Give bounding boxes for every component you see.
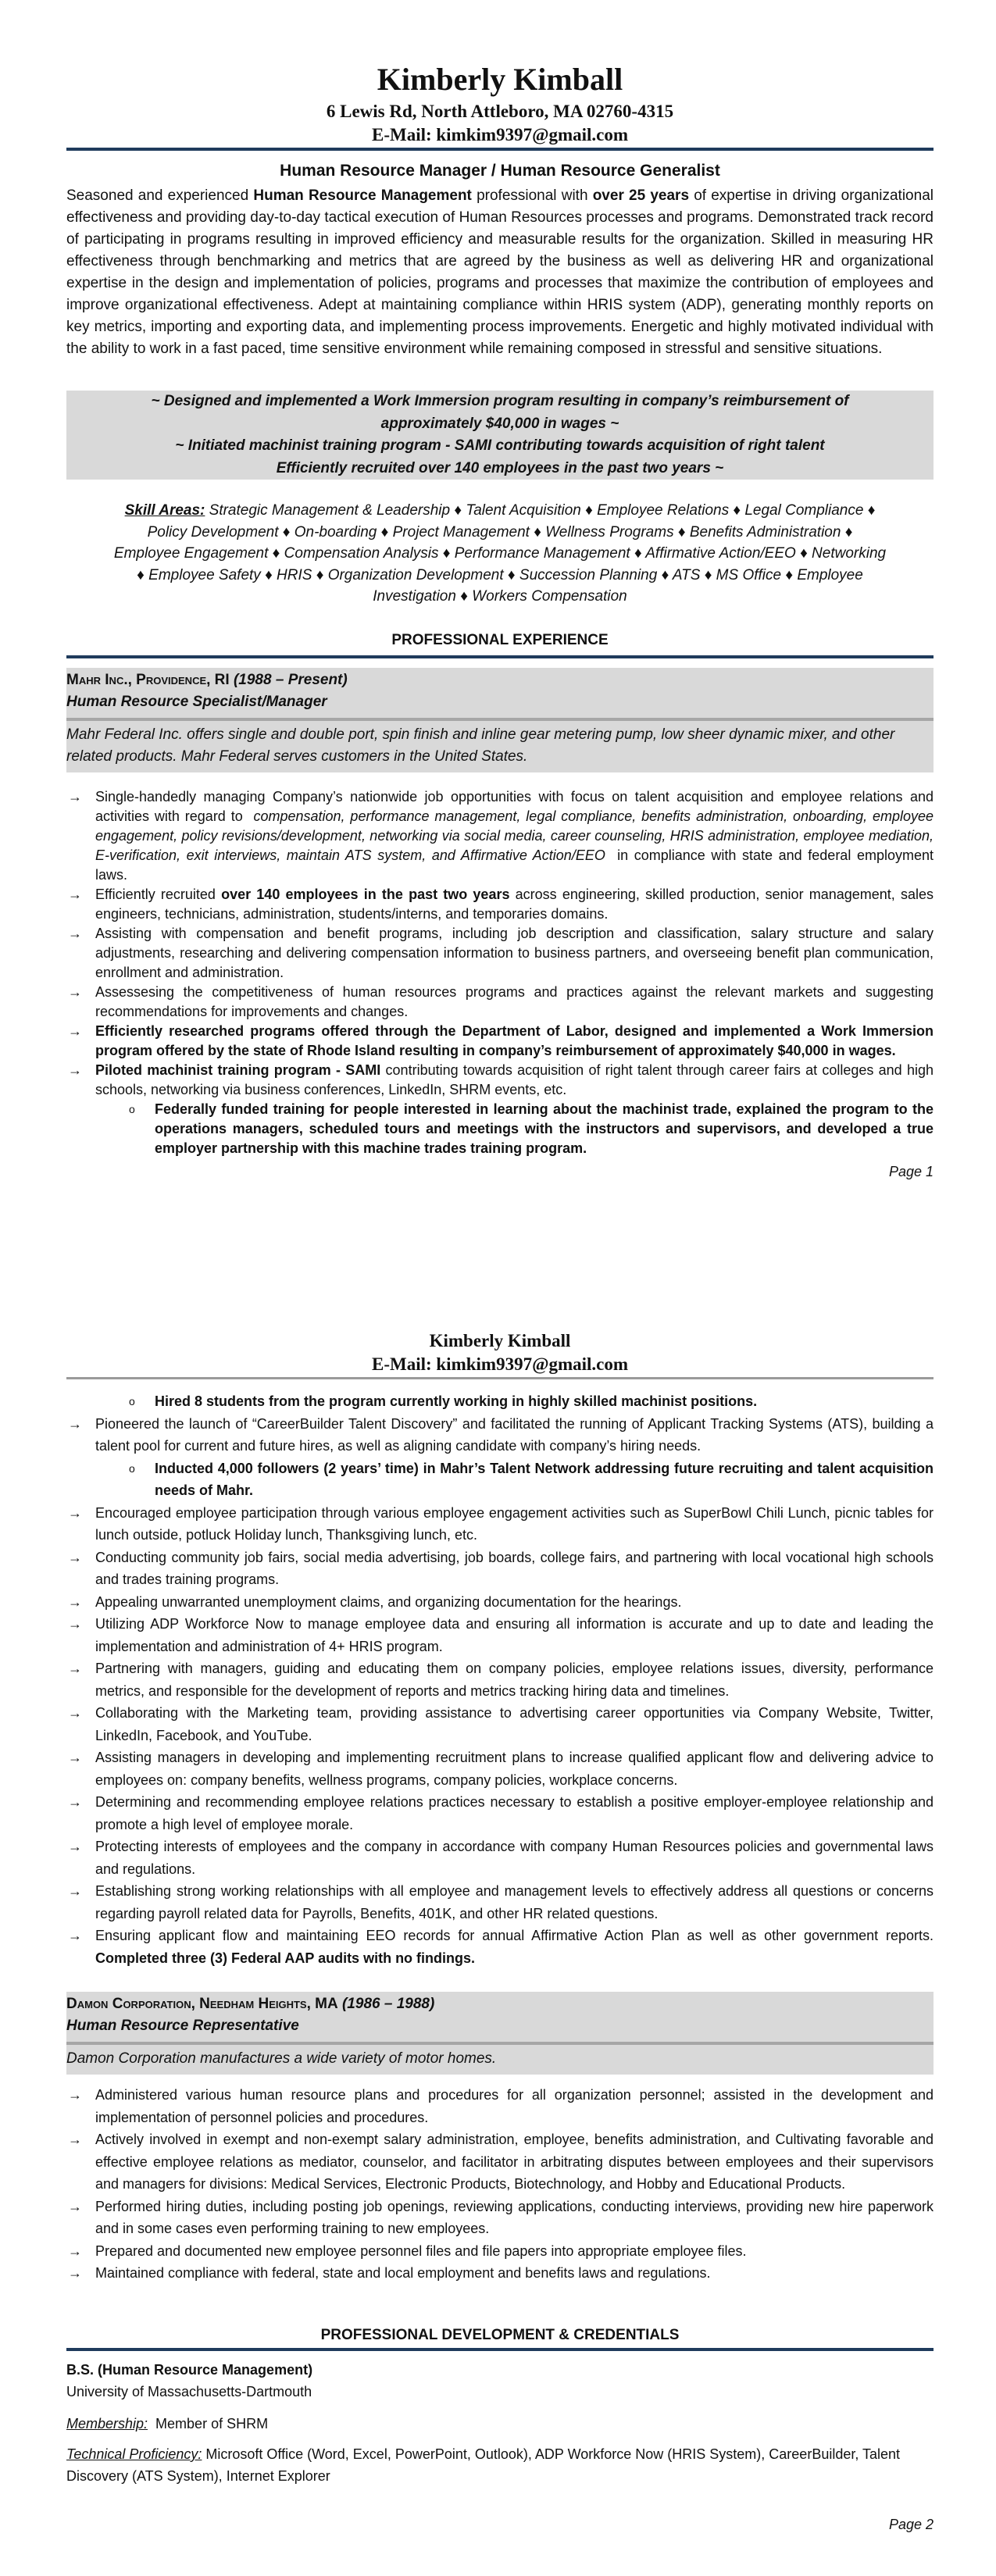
professional-title: Human Resource Manager / Human Resource Generalist [280,162,720,180]
job-mahr-header [66,668,934,772]
candidate-address: 6 Lewis Rd, North Attleboro, MA 02760-4315 [326,102,674,121]
text-segment: Administered various human resource plans and procedures for all organization personnel; assisted in the development and implementation of personnel policies and procedures. [95,2087,938,2125]
text-segment: Actively involved in exempt and non-exempt salary administration, employee, benefits administration, and Cultivating favorable and effective employee relations as mediator, counselor, and facilitator in arbitrating disputes between employees and their supervisors and managers for divisions: Medical Services, Electronic Products, Biotechnology, and Hobby and Educational Products. [95,2132,938,2192]
candidate-name: Kimberly Kimball [377,62,623,97]
text-segment: Pioneered the launch of “CareerBuilder Talent Discovery” and facilitated the running of Applicant Tracking Systems (ATS), building a talent pool for current and future hires, as well as aligning candidate with company’s hiring needs. [95,1415,938,1454]
bullet-item [66,1613,938,1657]
skill-item: Employee Relations ♦ [592,502,741,519]
skill-item: Affirmative Action/EEO ♦ [641,545,808,562]
skill-item: Networking ♦ [137,545,887,583]
job-separator [66,718,934,721]
text-segment: Hired 8 students from the program currently working in highly skilled machinist positions. [155,1393,758,1409]
skill-item: On-boarding ♦ [290,523,389,541]
bullet-item [66,2084,938,2128]
arrow-bullet-icon: → [68,887,82,902]
arrow-bullet-icon: → [68,1593,82,1610]
mahr-bullets-page1 [66,787,938,1158]
text-segment: Performed hiring duties, including posting job openings, reviewing applications, conducting interviews, providing new hire paperwork and in some cases even performing training to new employees. [95,2198,938,2236]
bullet-item [66,2128,938,2196]
text-segment: Efficiently researched programs offered through the Department of Labor, designed and implemented a Work Immersion program offered by the state of Rhode Island resulting in company’s reimbursement of approximately $40,000 in wages. [95,1023,938,1058]
page2-email: E-Mail: kimkim9397@gmail.com [371,1354,629,1374]
bullet-item [66,1502,938,1547]
skill-item: Employee Safety ♦ [144,566,273,583]
arrow-bullet-icon: → [68,1705,82,1721]
bullet-item [66,1880,938,1925]
text-segment: Piloted machinist training program - SAMI [95,1062,381,1078]
bullet-item [66,1836,938,1880]
skill-areas [66,500,934,608]
page-number-2: Page 2 [888,2517,934,2532]
arrow-bullet-icon: → [68,789,82,805]
bullet-item [66,1547,938,1591]
membership-value: Member of SHRM [148,2416,269,2432]
text-segment: Establishing strong working relationships with all employee and management levels to effectively address all questions or concerns regarding payroll related data for Payrolls, Benefits, 401K, and other HR related questions. [95,1883,938,1921]
text-segment: Assisting with compensation and benefit programs, including job description and classification, salary structure and salary adjustments, researching and delivering compensation information to business partners, and overseeing benefit plan communication, enrollment and administration. [95,926,938,980]
skill-item: Employee Investigation ♦ [373,566,863,605]
page-number-1: Page 1 [888,1164,934,1179]
bullet-item [66,924,938,983]
job-description: Mahr Federal Inc. offers single and double port, spin finish and inline gear metering pump, low sheer dynamic mixer, and other related products. Mahr Federal serves customers in the United States. [66,726,895,765]
skill-item: Employee Engagement ♦ [113,545,280,562]
technical-proficiency [66,2443,934,2487]
experience-heading: PROFESSIONAL EXPERIENCE [391,632,609,648]
bullet-item [66,1061,937,1100]
text-segment: contributing towards acquisition of right talent through career fairs at colleges and high schools, networking via business conferences, LinkedIn, SHRM events, etc. [95,1062,937,1097]
bullet-item [66,1925,937,1969]
text-segment: Maintained compliance with federal, state and local employment and benefits laws and regulations. [95,2265,711,2281]
arrow-bullet-icon: → [68,2087,82,2103]
job-company: Mahr Inc., Providence, RI [66,672,230,688]
text-segment: in compliance with state and federal employment laws. [95,847,937,883]
bullet-item [66,1746,938,1791]
text-segment: over 25 years [592,187,690,204]
degree: B.S. (Human Resource Management) [66,2362,313,2378]
job-company: Damon Corporation, Needham Heights, MA [66,1996,338,2012]
arrow-bullet-icon: → [68,1504,82,1521]
arrow-bullet-icon: → [68,2265,82,2281]
skill-item: Policy Development ♦ [147,523,291,541]
membership-label: Membership: [66,2416,148,2432]
arrow-bullet-icon: → [68,2132,82,2147]
arrow-bullet-icon: → [68,1549,82,1565]
circle-bullet-icon: o [129,1395,135,1408]
sub-bullet-item [66,1457,938,1502]
bullet-item [66,2262,934,2285]
arrow-bullet-icon: → [68,926,82,941]
summary-paragraph [66,185,938,360]
bullet-item [66,787,938,885]
sub-bullet-item [66,1390,934,1413]
tech-label: Technical Proficiency: [66,2446,202,2462]
skill-item: Performance Management ♦ [450,545,642,562]
arrow-bullet-icon: → [68,1750,82,1765]
text-segment: over 140 employees in the past two years [221,887,510,902]
arrow-bullet-icon: → [68,1415,82,1432]
skill-areas-label: Skill Areas: [124,502,205,519]
job-description: Damon Corporation manufactures a wide variety of motor homes. [66,2050,497,2067]
arrow-bullet-icon: → [68,984,82,1000]
bullet-item [66,1022,938,1061]
text-segment: Determining and recommending employee relations practices necessary to establish a positive employer-employee relationship and promote a high level of employee morale. [95,1794,938,1832]
text-segment: Ensuring applicant flow and maintaining EEO records for annual Affirmative Action Plan as well as other government reports. [95,1928,937,1943]
highlight-1: ~ Designed and implemented a Work Immersion program resulting in company’s reimbursement of approximately $40,000 in wages ~ [151,393,849,432]
arrow-bullet-icon: → [68,1839,82,1854]
bullet-item [66,983,938,1022]
skill-item: Organization Development ♦ [323,566,516,583]
bullet-item [66,1413,938,1457]
credentials-heading: PROFESSIONAL DEVELOPMENT & CREDENTIALS [320,2327,680,2343]
credentials-divider [66,2348,934,2351]
text-segment: Federally funded training for people interested in learning about the machinist trade, explained the program to the operations managers, scheduled tours and meetings with the instructors and supervisors, and developed a true employer partnership with this machine trades training program. [155,1101,938,1156]
text-segment: Single-handedly managing Company’s nationwide job opportunities with focus on talent acquisition and employee relations and activities with regard to [95,789,938,824]
skill-item: Project Management ♦ [388,523,541,541]
text-segment: Protecting interests of employees and the company in accordance with company Human Resources policies and governmental laws and regulations. [95,1839,938,1877]
text-segment: Prepared and documented new employee personnel files and file papers into appropriate employee files. [95,2242,747,2259]
text-segment: Utilizing ADP Workforce Now to manage employee data and ensuring all information is accurate and up to date and leading the implementation and administration of 4+ HRIS program. [95,1616,938,1654]
job-role: Human Resource Representative [66,2018,299,2034]
text-segment: Encouraged employee participation through various employee engagement activities such as SuperBowl Chili Lunch, picnic tables for lunch outside, potluck Holiday lunch, Thanksgiving lunch, etc. [95,1504,938,1543]
skill-item: Talent Acquisition ♦ [462,502,593,519]
job-dates: (1988 – Present) [233,672,348,688]
text-segment: Assessesing the competitiveness of human resources programs and practices against the relevant markets and suggesting recommendations for improvements and changes. [95,984,938,1019]
highlights-box [66,391,934,480]
skill-item: Compensation Analysis ♦ [280,545,451,562]
text-segment: Appealing unwarranted unemployment claims, and organizing documentation for the hearings. [95,1593,682,1610]
text-segment: Conducting community job fairs, social media advertising, job boards, college fairs, and partnering with local vocational high schools and trades training programs. [95,1549,938,1587]
page2-name: Kimberly Kimball [429,1331,571,1350]
text-segment: of expertise in driving organizational effectiveness and providing day-to-day tactical execution of Human Resources processes and programs. Demonstrated track record of participating in programs resulting in improved efficiency and measurable results for the organization. Skilled in measuring HR effectiveness through benchmarking and metrics that are agreed by the business as well as delivering HR and organizational expertise in the design and implementation of policies, programs and processes that maximize the contribution of employees and improve organizational effectiveness. Adept at maintaining compliance within HRIS system (ADP), generating monthly reports on key metrics, importing and exporting data, and implementing process improvements. Energetic and highly motivated individual with the ability to work in a fast paced, time sensitive environment while remaining composed in stressful and sensitive situations. [66,187,938,357]
circle-bullet-icon: o [129,1103,135,1115]
bullet-item [66,2196,938,2240]
arrow-bullet-icon: → [68,1883,82,1899]
sub-bullet-item [66,1100,938,1158]
header-divider [66,148,934,151]
candidate-email: E-Mail: kimkim9397@gmail.com [371,125,629,144]
skill-item: HRIS ♦ [272,566,324,583]
arrow-bullet-icon: → [68,2242,82,2259]
job-damon-header [66,1992,934,2075]
bullet-item [66,2240,934,2263]
skill-item: Strategic Management & Leadership ♦ [209,502,462,519]
job-role: Human Resource Specialist/Manager [66,694,327,710]
arrow-bullet-icon: → [68,1062,82,1078]
arrow-bullet-icon: → [68,1616,82,1632]
arrow-bullet-icon: → [68,1661,82,1676]
bullet-item [66,885,938,924]
bullet-item [66,1702,938,1746]
text-segment: Completed three (3) Federal AAP audits with no findings. [95,1950,476,1966]
text-segment: across engineering, skilled production, senior management, sales engineers, technicians, administration, students/interns, and temporaries domains. [95,887,938,922]
highlight-3: Efficiently recruited over 140 employees in the past two years ~ [276,459,724,476]
text-segment: Assisting managers in developing and implementing recruitment plans to increase qualified applicant flow and delivering advice to employees on: company benefits, wellness programs, company policies, workplace concerns. [95,1750,938,1788]
skill-item: Legal Compliance ♦ [741,502,876,519]
skill-item: Succession Planning ♦ [515,566,669,583]
text-segment: compensation, performance management, legal compliance, benefits administration, onboarding, employee engagement, policy revisions/development, networking via social media, career counseling, HRIS administration, employee mediation, E-verification, exit interviews, maintain ATS system, and Affirmative Action/EEO [95,808,938,863]
skill-item: Workers Compensation [467,588,627,605]
membership [66,2413,934,2435]
arrow-bullet-icon: → [68,1794,82,1810]
skill-item: Wellness Programs ♦ [541,523,686,541]
circle-bullet-icon: o [129,1461,135,1475]
arrow-bullet-icon: → [68,2198,82,2214]
text-segment: Efficiently recruited [95,887,222,902]
experience-divider [66,655,934,658]
arrow-bullet-icon: → [68,1928,82,1943]
text-segment: Human Resource Management [253,187,472,204]
skill-areas-list [114,502,886,605]
text-segment: Seasoned and experienced [66,187,254,204]
skill-item: ATS ♦ [669,566,712,583]
text-segment: Partnering with managers, guiding and educating them on company policies, employee relations issues, diversity, performance metrics, and responsible for the development of reports and metrics tracking hiring data and timelines. [95,1661,938,1699]
skill-item: Benefits Administration ♦ [685,523,853,541]
bullet-item [66,1657,938,1702]
tech-value: Microsoft Office (Word, Excel, PowerPoint, Outlook), ADP Workforce Now (HRIS System), CareerBuilder, Talent Discovery (ATS System), Internet Explorer [66,2446,901,2484]
skill-item: MS Office ♦ [712,566,794,583]
text-segment: Inducted 4,000 followers (2 years’ time) in Mahr’s Talent Network addressing future recruiting and talent acquisition needs of Mahr. [155,1460,938,1498]
damon-bullets [66,2084,938,2285]
highlight-2: ~ Initiated machinist training program - SAMI contributing towards acquisition of right talent [175,437,825,454]
mahr-bullets-page2 [66,1390,938,1969]
arrow-bullet-icon: → [68,1023,82,1039]
page2-divider [66,1377,934,1379]
text-segment: professional with [471,187,593,204]
text-segment: Collaborating with the Marketing team, providing assistance to advertising career opportunities via Company Website, Twitter, LinkedIn, Facebook, and YouTube. [95,1705,938,1743]
bullet-item [66,1791,938,1836]
school: University of Massachusetts-Dartmouth [66,2384,312,2399]
bullet-item [66,1591,934,1614]
job-separator [66,2042,934,2045]
job-dates: (1986 – 1988) [341,1996,435,2012]
